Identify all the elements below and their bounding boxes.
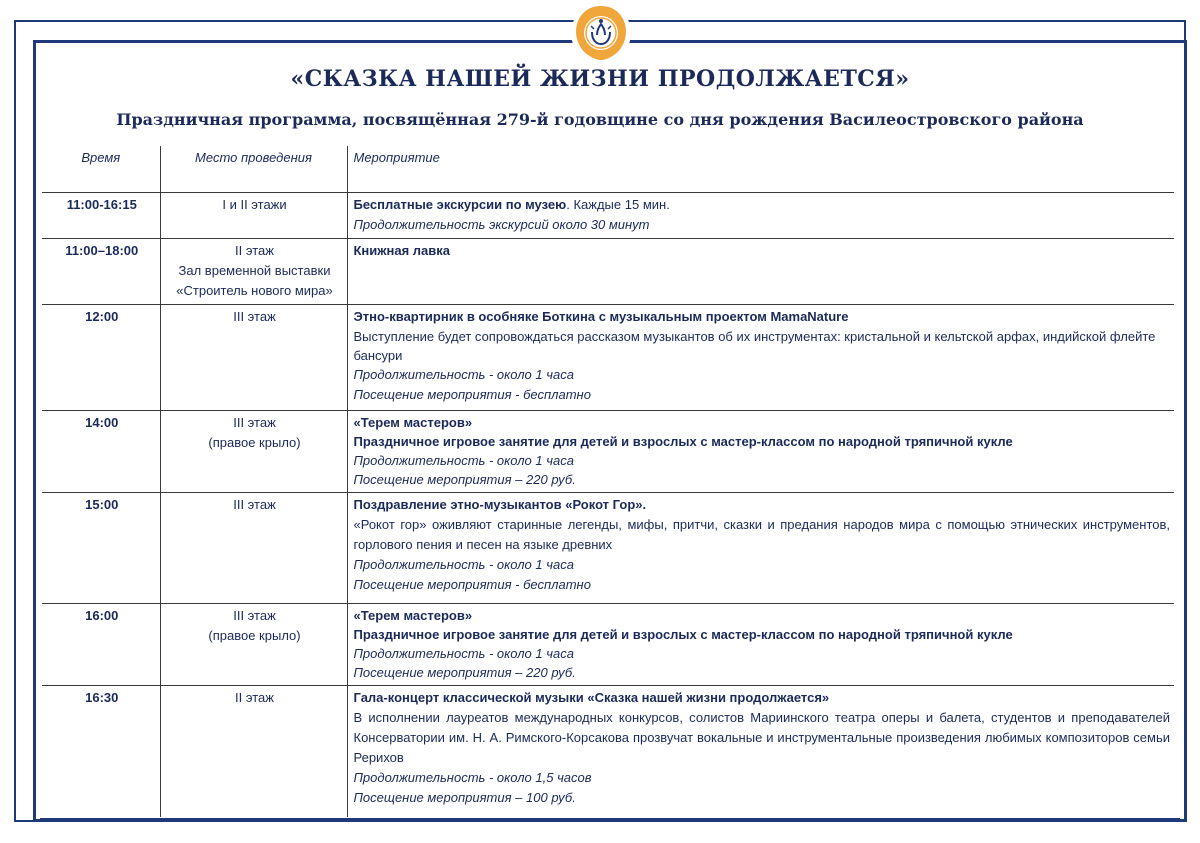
row-time: 11:00-16:15 [66, 196, 137, 212]
place-line: III этаж [233, 308, 276, 324]
event-title-suffix: . Каждые 15 мин. [566, 196, 670, 212]
event-duration: Продолжительность - около 1 часа [353, 452, 574, 468]
place-line: Зал временной выставки [178, 262, 331, 278]
event-title: Книжная лавка [353, 242, 450, 258]
event-title: Гала-концерт классической музыки «Сказка нашей жизни продолжается» [353, 689, 830, 705]
table-row [42, 304, 1174, 410]
event-title: Поздравление этно-музыкантов «Рокот Гор». [353, 496, 647, 512]
table-header-row [42, 146, 1174, 192]
row-time: 16:30 [85, 689, 119, 705]
event-subtitle: Праздничное игровое занятие для детей и взрослых с мастер-классом по народной тряпичной кукле [353, 433, 1013, 449]
row-event [347, 192, 1174, 238]
page-subtitle: Праздничная программа, посвящённая 279-й годовщине со дня рождения Василеостровского района [116, 110, 1084, 129]
table-row [42, 685, 1174, 817]
program-table [42, 146, 1174, 817]
event-price: Посещение мероприятия – 220 руб. [353, 471, 576, 487]
column-header-place: Место проведения [160, 146, 347, 192]
event-price: Посещение мероприятия - бесплатно [353, 576, 591, 592]
table-row [42, 603, 1174, 685]
row-time: 15:00 [85, 496, 119, 512]
row-place [160, 685, 347, 817]
row-place [160, 192, 347, 238]
event-description: «Рокот гор» оживляют старинные легенды, мифы, притчи, сказки и предания народов мира с помощью этнических инструментов, горлового пения и песен на языке древних [353, 516, 1170, 552]
event-duration: Продолжительность - около 1 часа [353, 645, 574, 661]
event-duration: Продолжительность - около 1,5 часов [353, 769, 592, 785]
row-time: 14:00 [85, 414, 119, 430]
row-place [160, 410, 347, 492]
event-title: Этно-квартирник в особняке Боткина с музыкальным проектом MamaNature [353, 308, 849, 324]
row-event [347, 603, 1174, 685]
event-price: Посещение мероприятия – 100 руб. [353, 789, 576, 805]
row-event [347, 304, 1174, 410]
place-line: (правое крыло) [208, 627, 301, 643]
event-title: «Терем мастеров» [353, 414, 473, 430]
event-description: Выступление будет сопровождаться рассказом музыкантов об их инструментах: кристальной и кельтской арфах, индийской флейте бансури [353, 328, 1156, 363]
table-row [42, 492, 1174, 603]
event-duration: Продолжительность экскурсий около 30 минут [353, 216, 650, 232]
event-subtitle: Праздничное игровое занятие для детей и взрослых с мастер-классом по народной тряпичной кукле [353, 626, 1013, 642]
row-place [160, 238, 347, 304]
page-title: «СКАЗКА НАШЕЙ ЖИЗНИ ПРОДОЛЖАЕТСЯ» [290, 66, 910, 92]
row-place [160, 603, 347, 685]
row-event [347, 410, 1174, 492]
row-event [347, 492, 1174, 603]
row-time: 12:00 [85, 308, 119, 324]
place-line: II этаж [235, 689, 274, 705]
event-duration: Продолжительность - около 1 часа [353, 556, 574, 572]
event-price: Посещение мероприятия - бесплатно [353, 386, 591, 402]
place-line: (правое крыло) [208, 434, 301, 450]
column-header-time: Время [81, 150, 121, 165]
event-title: «Терем мастеров» [353, 607, 473, 623]
row-place [160, 304, 347, 410]
row-place [160, 492, 347, 603]
table-row [42, 238, 1174, 304]
place-line: III этаж [233, 496, 276, 512]
place-line: II этаж [235, 242, 274, 258]
column-header-event: Мероприятие [347, 146, 1174, 192]
row-time: 16:00 [85, 607, 119, 623]
place-line: III этаж [233, 414, 276, 430]
place-line: I и II этажи [222, 196, 287, 212]
event-description: В исполнении лауреатов международных конкурсов, солистов Мариинского театра оперы и балета, студентов и преподавателей Консерватории им. Н. А. Римского-Корсакова прозвучат вокальные и инструментальные произведения любимых композиторов семьи Рерихов [353, 709, 1170, 765]
place-line: «Строитель нового мира» [176, 282, 333, 298]
row-event [347, 685, 1174, 817]
museum-emblem-icon [570, 2, 632, 64]
bottom-rule [40, 818, 1180, 821]
event-price: Посещение мероприятия – 220 руб. [353, 664, 576, 680]
row-event [347, 238, 1174, 304]
place-line: III этаж [233, 607, 276, 623]
table-row [42, 192, 1174, 238]
event-title: Бесплатные экскурсии по музею [353, 196, 567, 212]
event-duration: Продолжительность - около 1 часа [353, 366, 574, 382]
row-time: 11:00–18:00 [65, 242, 139, 258]
table-row [42, 410, 1174, 492]
event-title-line [354, 195, 1171, 215]
